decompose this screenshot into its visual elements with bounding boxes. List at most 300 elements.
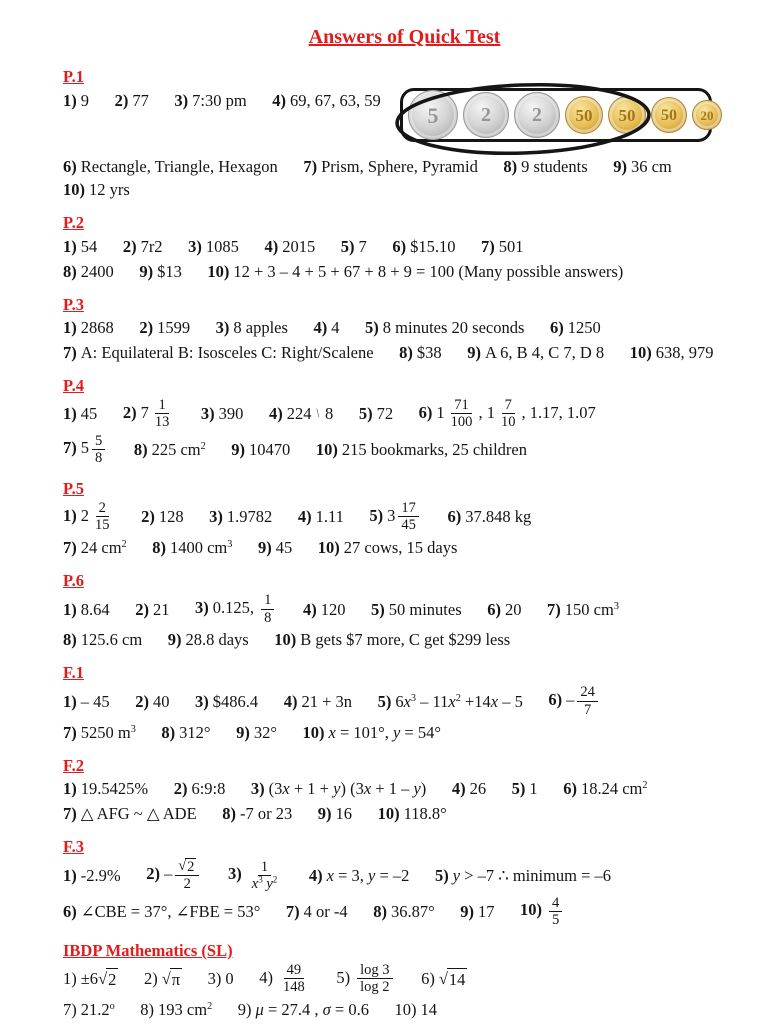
fraction-denominator: 10 bbox=[500, 414, 516, 431]
item-value bbox=[162, 969, 182, 988]
item-number: 7) bbox=[481, 236, 495, 256]
fraction-denominator: 8 bbox=[95, 449, 103, 466]
item-value: 37.848 kg bbox=[465, 507, 532, 527]
item-value: 72 bbox=[376, 404, 394, 424]
answer-line bbox=[63, 592, 746, 626]
item-value: $486.4 bbox=[212, 691, 259, 711]
answer-item bbox=[201, 403, 244, 424]
item-value: ±6 √ 2 bbox=[80, 968, 117, 989]
item-value: x = 101°, y = 54° bbox=[328, 722, 441, 742]
answer-item bbox=[144, 968, 182, 990]
item-number: 1) bbox=[63, 865, 77, 885]
math-variable: y bbox=[392, 722, 401, 742]
answer-item bbox=[207, 261, 623, 282]
item-number: 1) bbox=[63, 236, 77, 256]
item-number: 10) bbox=[520, 900, 543, 920]
item-value: $15.10 bbox=[410, 236, 456, 256]
fraction bbox=[549, 895, 562, 929]
answer-item bbox=[421, 968, 467, 990]
fraction bbox=[261, 592, 274, 626]
item-number: 6) bbox=[487, 599, 501, 619]
answer-item bbox=[272, 90, 381, 111]
item-value: 118.8° bbox=[403, 804, 447, 824]
answer-item bbox=[63, 599, 110, 620]
item-value bbox=[277, 962, 311, 996]
item-value: $38 bbox=[416, 343, 442, 363]
fraction bbox=[92, 433, 105, 467]
item-number: 5) bbox=[358, 404, 373, 424]
item-number: 8) bbox=[399, 343, 413, 363]
section-f2 bbox=[63, 755, 746, 824]
item-value: 54 bbox=[80, 236, 98, 256]
separator-tick: \ bbox=[316, 406, 320, 421]
answer-item bbox=[174, 90, 246, 111]
item-number: 5) bbox=[434, 865, 449, 885]
answer-item bbox=[63, 403, 97, 424]
answer-item bbox=[419, 397, 596, 431]
item-value: 50 minutes bbox=[388, 599, 462, 619]
item-number: 1) bbox=[63, 90, 77, 110]
answer-item bbox=[298, 506, 344, 527]
answer-item bbox=[341, 236, 367, 257]
item-number: 10) bbox=[207, 261, 230, 281]
superscript: 2 bbox=[642, 780, 648, 792]
superscript: 2 bbox=[200, 440, 206, 452]
fraction-numerator: 4 bbox=[549, 895, 562, 912]
radicand: 14 bbox=[448, 969, 466, 989]
answer-line bbox=[63, 397, 746, 431]
answer-item bbox=[392, 236, 455, 257]
item-value: 24 $cm^2$ bbox=[80, 538, 127, 558]
item-number: 3) bbox=[195, 597, 209, 617]
item-number: 7) bbox=[63, 804, 77, 824]
answer-item bbox=[378, 691, 523, 712]
fraction bbox=[577, 684, 598, 718]
answer-line bbox=[63, 433, 746, 467]
math-variable: x bbox=[282, 779, 290, 799]
item-number: 2) bbox=[135, 599, 149, 619]
item-value: 8 minutes 20 seconds bbox=[382, 318, 525, 338]
math-variable: x bbox=[448, 691, 456, 711]
item-number: 8) bbox=[373, 901, 387, 921]
item-value: 2 $\frac{2}{15}$ bbox=[81, 506, 116, 525]
item-value: 40 bbox=[152, 691, 170, 711]
item-number: 5) bbox=[340, 236, 355, 256]
fraction-denominator: 5 bbox=[552, 911, 560, 928]
answer-item bbox=[274, 629, 510, 650]
item-number: 2) bbox=[122, 402, 137, 422]
answer-item bbox=[63, 722, 136, 743]
item-value: 12 + 3 – 4 + 5 + 67 + 8 + 9 = 100 (Many possible answers) bbox=[233, 261, 624, 281]
item-value: 2400 bbox=[80, 261, 114, 281]
answer-item bbox=[563, 778, 647, 799]
answer-item bbox=[284, 691, 352, 712]
item-value: 2868 bbox=[80, 318, 114, 338]
item-number: 7) bbox=[63, 343, 77, 363]
answer-item bbox=[452, 778, 486, 799]
answer-line bbox=[63, 259, 746, 282]
item-number: 10) bbox=[302, 722, 325, 742]
answer-item bbox=[123, 236, 163, 257]
coin-2-silver: 2 bbox=[514, 92, 560, 138]
item-number: 2) bbox=[141, 507, 155, 527]
square-root bbox=[178, 858, 196, 875]
item-value: (3x + 1 + y) (3x + 1 – y) bbox=[268, 779, 427, 799]
answer-item bbox=[161, 722, 210, 743]
answer-item bbox=[63, 865, 121, 886]
item-number: 6) bbox=[421, 968, 435, 988]
item-value: 45 bbox=[80, 404, 98, 424]
answer-item bbox=[365, 317, 524, 338]
item-value: 2015 bbox=[282, 236, 316, 256]
item-value: 501 bbox=[498, 236, 524, 256]
answer-item bbox=[168, 629, 249, 650]
item-number: 10) bbox=[377, 804, 400, 824]
item-value: – √ 2 2 bbox=[164, 864, 202, 883]
answer-line bbox=[63, 720, 746, 743]
item-number: 9) bbox=[237, 1000, 252, 1020]
answer-line bbox=[63, 628, 746, 651]
item-number: 8) bbox=[503, 157, 518, 177]
radical-sign: √ bbox=[178, 858, 187, 875]
item-value: x = 3, y = –2 bbox=[326, 865, 410, 885]
fraction-numerator: 1 bbox=[155, 397, 168, 414]
item-number: 4) bbox=[451, 779, 466, 799]
answer-item bbox=[303, 599, 346, 620]
item-value: $13 bbox=[157, 261, 182, 281]
fraction bbox=[152, 397, 173, 431]
answer-item bbox=[140, 999, 212, 1020]
fraction bbox=[249, 859, 281, 893]
section-p1 bbox=[63, 66, 746, 200]
answer-line bbox=[63, 998, 746, 1021]
superscript: 2 bbox=[455, 692, 461, 704]
item-value bbox=[546, 894, 565, 928]
item-value: 312° bbox=[179, 722, 211, 742]
answer-item bbox=[216, 317, 288, 338]
item-number: 4) bbox=[268, 404, 283, 424]
item-value: y > –7 ∴ minimum = –6 bbox=[452, 865, 612, 885]
math-variable: x bbox=[403, 691, 411, 711]
section-heading-p2: P.2 bbox=[63, 213, 84, 233]
answer-item bbox=[613, 156, 672, 177]
item-number: 10) bbox=[394, 1000, 417, 1020]
math-variable: y bbox=[266, 875, 273, 892]
item-number: 1) bbox=[63, 968, 77, 988]
answer-item bbox=[303, 156, 478, 177]
item-value bbox=[246, 858, 284, 892]
fraction bbox=[398, 500, 419, 534]
math-variable: x bbox=[251, 875, 259, 892]
superscript: 3 bbox=[410, 692, 416, 704]
item-value bbox=[439, 969, 468, 988]
item-number: 9) bbox=[613, 157, 627, 177]
item-value: μ = 27.4 , σ = 0.6 bbox=[255, 1000, 369, 1020]
item-number: 6) bbox=[548, 690, 563, 709]
item-number: 5) bbox=[365, 318, 379, 338]
item-value: 36.87° bbox=[390, 901, 435, 921]
item-number: 9) bbox=[460, 901, 474, 921]
item-value: 9 students bbox=[521, 157, 588, 177]
item-number: 10) bbox=[629, 343, 652, 363]
fraction-denominator: 15 bbox=[95, 517, 110, 534]
radical-sign: √ bbox=[438, 968, 448, 988]
item-number: 8) bbox=[63, 261, 77, 281]
item-value: 7r2 bbox=[140, 236, 163, 256]
fraction bbox=[357, 962, 392, 996]
fraction-numerator: 5 bbox=[92, 433, 105, 450]
item-number: 9) bbox=[236, 722, 250, 742]
fraction-denominator: 8 bbox=[264, 609, 272, 626]
answer-line bbox=[63, 155, 746, 200]
item-number: 3) bbox=[188, 236, 202, 256]
item-number: 4) bbox=[297, 507, 312, 527]
item-number: 5) bbox=[371, 599, 385, 619]
answer-item bbox=[238, 999, 369, 1020]
item-number: 1) bbox=[63, 505, 77, 525]
answer-item bbox=[63, 236, 97, 257]
item-value: A: Equilateral B: Isosceles C: Right/Scalene bbox=[80, 343, 374, 363]
item-value: △ AFG ~ △ ADE bbox=[80, 804, 197, 824]
fraction-denominator: 7 bbox=[584, 701, 592, 718]
item-value: 32° bbox=[253, 722, 277, 742]
item-number: 3) bbox=[195, 691, 209, 711]
math-variable: x bbox=[490, 691, 499, 711]
answer-item bbox=[141, 506, 184, 527]
section-p4 bbox=[63, 375, 746, 466]
item-value: 1.11 bbox=[315, 507, 344, 527]
answer-line bbox=[63, 316, 746, 339]
answer-item bbox=[487, 599, 521, 620]
item-number: 7) bbox=[303, 157, 318, 177]
answer-item bbox=[550, 317, 601, 338]
fraction-numerator: 49 bbox=[284, 962, 305, 979]
item-number: 8) bbox=[222, 804, 236, 824]
item-value: 1.9782 bbox=[226, 507, 273, 527]
answer-item bbox=[503, 156, 587, 177]
answer-line bbox=[63, 500, 746, 534]
fraction-numerator: 7 bbox=[502, 397, 515, 414]
fraction bbox=[92, 500, 113, 534]
item-value: 0.125, $\frac{1}{8}$ bbox=[213, 598, 278, 617]
answer-item bbox=[195, 691, 258, 712]
math-variable: y bbox=[333, 779, 341, 799]
item-value: 10470 bbox=[249, 439, 291, 459]
item-number: 9) bbox=[257, 538, 272, 558]
item-number: 9) bbox=[231, 439, 246, 459]
fraction-numerator: 2 bbox=[96, 500, 109, 517]
item-value: 7 $\frac{1}{13}$ bbox=[141, 403, 176, 422]
item-number: 1) bbox=[63, 691, 77, 711]
answer-item bbox=[371, 599, 462, 620]
fraction-numerator bbox=[175, 858, 199, 876]
section-heading-f2: F.2 bbox=[63, 755, 84, 775]
item-number: 2) bbox=[173, 779, 188, 799]
answer-line bbox=[63, 234, 746, 257]
math-variable: y bbox=[413, 779, 421, 799]
item-value: 7:30 pm bbox=[192, 90, 247, 110]
answer-line bbox=[63, 684, 746, 718]
item-number: 5) bbox=[511, 779, 526, 799]
answer-item bbox=[152, 537, 232, 558]
answer-item bbox=[63, 968, 118, 990]
answer-item bbox=[512, 778, 538, 799]
item-number: 3) bbox=[215, 318, 230, 338]
section-ibdp bbox=[63, 940, 746, 1020]
item-number: 7) bbox=[285, 901, 300, 921]
item-value: 6:9:8 bbox=[191, 779, 226, 799]
answer-line bbox=[63, 536, 746, 559]
answer-item bbox=[630, 342, 714, 363]
item-number: 2) bbox=[122, 236, 137, 256]
fraction bbox=[448, 397, 476, 431]
fraction-numerator: 1 bbox=[258, 859, 271, 876]
item-number: 2) bbox=[143, 968, 158, 988]
answer-item bbox=[395, 999, 438, 1020]
answer-item bbox=[359, 403, 393, 424]
item-value: 224 \ 8 bbox=[286, 404, 334, 424]
answer-item bbox=[547, 599, 619, 620]
coin-20-gold: 20 bbox=[692, 100, 722, 130]
fraction-denominator: 2 bbox=[183, 876, 191, 893]
answer-item bbox=[318, 803, 352, 824]
item-number: 10) bbox=[63, 180, 85, 200]
answer-item bbox=[63, 179, 130, 200]
item-number: 6) bbox=[418, 402, 433, 422]
superscript: o bbox=[109, 1001, 115, 1013]
section-p6 bbox=[63, 570, 746, 650]
answer-item bbox=[63, 901, 260, 922]
item-value: 14 bbox=[420, 1000, 438, 1020]
item-value: 27 cows, 15 days bbox=[343, 538, 458, 558]
fraction bbox=[498, 397, 519, 431]
coin-2-silver: 2 bbox=[463, 92, 509, 138]
math-variable: μ bbox=[255, 1000, 264, 1020]
coins-image bbox=[400, 88, 712, 142]
superscript: 2 bbox=[121, 539, 127, 551]
answer-item bbox=[63, 999, 115, 1020]
item-value: 36 cm bbox=[630, 157, 672, 177]
item-number: 1) bbox=[63, 318, 77, 338]
answer-item bbox=[134, 439, 206, 460]
item-value: 20 bbox=[504, 599, 522, 619]
item-value: 3 $\frac{17}{45}$ bbox=[387, 506, 422, 525]
item-value: 16 bbox=[335, 804, 353, 824]
answer-item bbox=[378, 803, 447, 824]
answer-item bbox=[316, 439, 527, 460]
item-value: 4 or -4 bbox=[303, 901, 348, 921]
item-value: 0 bbox=[225, 969, 234, 989]
item-value: 8 apples bbox=[233, 318, 288, 338]
item-value: 77 bbox=[132, 90, 149, 110]
answer-item bbox=[63, 317, 114, 338]
item-value: 12 yrs bbox=[89, 180, 130, 200]
superscript: 2 bbox=[207, 1001, 213, 1013]
answer-item bbox=[63, 778, 148, 799]
item-number: 3) bbox=[207, 969, 222, 989]
answer-item bbox=[146, 858, 202, 893]
item-number: 9) bbox=[139, 261, 154, 281]
answer-item bbox=[447, 506, 531, 527]
answer-item bbox=[209, 506, 272, 527]
answer-item bbox=[208, 968, 234, 989]
item-value: 1085 bbox=[205, 236, 239, 256]
section-heading-p3: P.3 bbox=[63, 294, 84, 314]
answer-item bbox=[139, 317, 190, 338]
answer-item bbox=[259, 962, 311, 996]
answer-item bbox=[63, 629, 142, 650]
item-number: 2) bbox=[114, 90, 129, 110]
answer-line bbox=[63, 962, 746, 996]
superscript: 3 bbox=[613, 600, 619, 612]
item-value: 638, 979 bbox=[655, 343, 714, 363]
sections-container bbox=[63, 66, 746, 1020]
item-number: 8) bbox=[63, 630, 77, 650]
item-value: 17 bbox=[477, 901, 495, 921]
coin-50-gold: 50 bbox=[565, 96, 603, 134]
item-value: Prism, Sphere, Pyramid bbox=[321, 157, 478, 177]
item-value: 21.2$^o$ bbox=[80, 1000, 115, 1020]
answer-line bbox=[63, 340, 746, 363]
item-number: 5) bbox=[377, 691, 392, 711]
answer-item bbox=[63, 90, 89, 111]
item-number: 2) bbox=[146, 864, 160, 884]
coin-50-gold: 50 bbox=[651, 97, 687, 133]
item-number: 9) bbox=[167, 630, 182, 650]
fraction bbox=[280, 962, 308, 996]
superscript: 3 bbox=[258, 874, 263, 885]
section-heading-f1: F.1 bbox=[63, 663, 84, 683]
fraction-denominator: log 2 bbox=[360, 979, 390, 996]
item-value: -2.9% bbox=[80, 865, 121, 885]
answer-item bbox=[269, 403, 333, 424]
coin-5-silver: 5 bbox=[408, 90, 458, 140]
item-number: 1) bbox=[63, 404, 77, 424]
section-f1 bbox=[63, 662, 746, 742]
section-p5 bbox=[63, 478, 746, 558]
square-root bbox=[98, 968, 118, 990]
answer-item bbox=[174, 778, 226, 799]
fraction-numerator: 1 bbox=[261, 592, 274, 609]
answer-item bbox=[435, 865, 611, 886]
answer-line bbox=[63, 895, 746, 929]
item-value: 215 bookmarks, 25 children bbox=[341, 439, 527, 459]
item-number: 6) bbox=[563, 779, 577, 799]
item-value: A 6, B 4, C 7, D 8 bbox=[484, 343, 605, 363]
section-heading-p6: P.6 bbox=[63, 571, 84, 591]
answer-line bbox=[63, 801, 746, 824]
answer-item bbox=[286, 901, 348, 922]
item-value: $6x^3 - 11x^2 +14x - 5$ bbox=[395, 691, 523, 711]
answer-item bbox=[460, 901, 494, 922]
math-variable: x bbox=[326, 865, 334, 885]
answer-item bbox=[318, 537, 458, 558]
item-number: 6) bbox=[447, 507, 462, 527]
item-number: 2) bbox=[139, 318, 154, 338]
item-value: 225 $cm^2$ bbox=[151, 439, 206, 459]
item-value: 1250 bbox=[567, 318, 601, 338]
item-number: 3) bbox=[227, 864, 242, 884]
answer-item bbox=[135, 599, 169, 620]
item-value: 128 bbox=[158, 507, 184, 527]
item-number: 3) bbox=[209, 507, 223, 527]
item-number: 8) bbox=[161, 722, 176, 742]
answer-item bbox=[195, 592, 277, 626]
superscript: 3 bbox=[130, 723, 136, 735]
answer-item bbox=[548, 684, 601, 718]
item-value: B gets $7 more, C get $299 less bbox=[300, 630, 511, 650]
item-number: 5) bbox=[336, 967, 351, 987]
